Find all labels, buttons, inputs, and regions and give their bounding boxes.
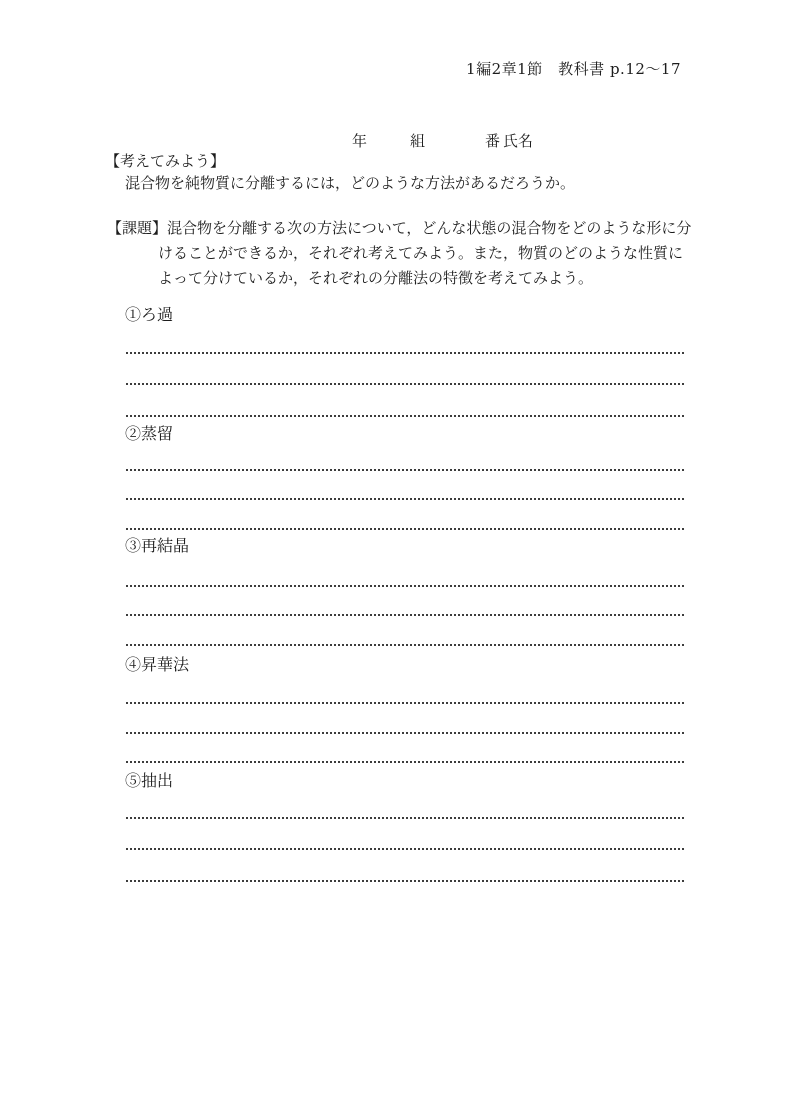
task-paragraph-line: けることができるか，それぞれ考えてみよう。また，物質のどのような性質に [158,244,684,262]
answer-rule-line [126,498,685,500]
header-chapter-reference: 1編2章1節 教科書 p.12～17 [466,60,681,78]
answer-rule-line [126,880,685,882]
answer-rule-line [126,848,685,850]
think-section-heading: 【考えてみよう】 [105,152,226,170]
name-label: 氏名 [503,132,534,150]
section-label-filtration: ①ろ過 [125,305,174,324]
number-label: 番 [485,132,501,150]
task-paragraph-line: よって分けているか，それぞれの分離法の特徴を考えてみよう。 [158,269,594,287]
think-section-question: 混合物を純物質に分離するには，どのような方法があるだろうか。 [125,174,576,192]
answer-rule-line [126,352,685,354]
section-label-sublimation: ④昇華法 [125,655,190,674]
answer-rule-line [126,528,685,530]
answer-rule-line [126,415,685,417]
answer-rule-line [126,732,685,734]
year-label: 年 [352,132,368,150]
answer-rule-line [126,644,685,646]
section-label-extraction: ⑤抽出 [125,771,174,790]
answer-rule-line [126,702,685,704]
task-paragraph-line: 【課題】混合物を分離する次の方法について，どんな状態の混合物をどのような形に分 [107,219,692,237]
answer-rule-line [126,585,685,587]
section-label-recrystallization: ③再結晶 [125,536,190,555]
answer-rule-line [126,761,685,763]
answer-rule-line [126,469,685,471]
answer-rule-line [126,614,685,616]
student-name-line [0,134,790,152]
class-label: 組 [410,132,426,150]
answer-rule-line [126,817,685,819]
answer-rule-line [126,383,685,385]
section-label-distillation: ②蒸留 [125,424,174,443]
